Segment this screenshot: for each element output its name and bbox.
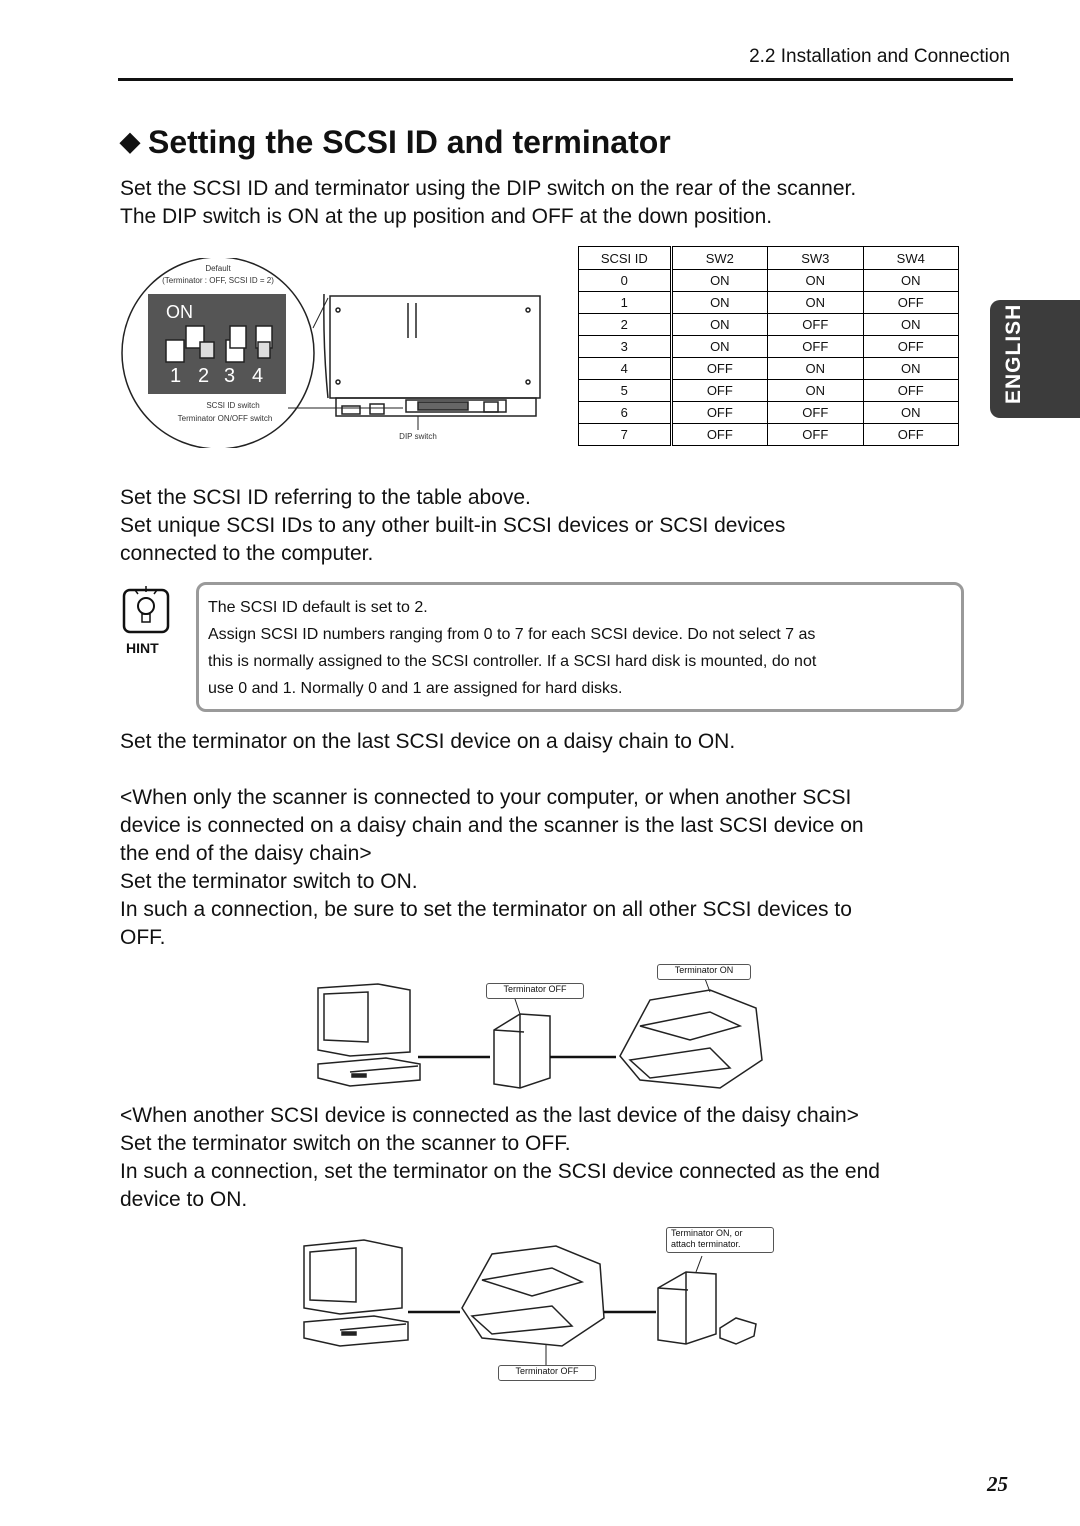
table-cell: OFF [671,424,767,446]
default-note: (Terminator : OFF, SCSI ID = 2) [162,276,274,285]
scanner-icon [462,1246,604,1346]
table-header: SW2 [671,247,767,270]
table-cell: OFF [671,380,767,402]
table-cell: OFF [863,424,959,446]
terminator-off-callout: Terminator OFF [486,983,584,999]
table-cell: ON [671,336,767,358]
table-cell: ON [863,270,959,292]
table-header: SCSI ID [579,247,672,270]
terminator-plug-icon [720,1318,756,1344]
dip-switch-figure [118,258,558,448]
paragraph-line: Set unique SCSI IDs to any other built-in SCSI devices or SCSI devices [120,514,786,537]
section-title-text: Setting the SCSI ID and terminator [148,124,671,160]
scsi-device-icon [494,1014,550,1088]
table-cell: 5 [579,380,672,402]
table-row [579,358,959,380]
table-header-row [579,247,959,270]
default-label: Default [205,264,231,273]
language-tab-label: ENGLISH [1002,303,1025,404]
switch-number: 2 [198,365,210,387]
header-rule [118,78,1013,81]
terminator-switch-label: Terminator ON/OFF switch [177,414,273,423]
table-cell: 2 [579,314,672,336]
table-cell: OFF [863,336,959,358]
table-cell: 7 [579,424,672,446]
intro-line: The DIP switch is ON at the up position and OFF at the down position. [120,205,773,228]
paragraph-line: Set the terminator switch on the scanner to OFF. [120,1132,571,1155]
table-cell: OFF [768,336,863,358]
scsi-device-icon [658,1272,716,1344]
callout-line: Terminator ON, or [671,1228,743,1238]
table-cell: OFF [768,402,863,424]
table-cell: ON [863,314,959,336]
scsi-id-switch-label: SCSI ID switch [206,401,260,410]
terminator-paragraph: Set the terminator on the last SCSI device on a daisy chain to ON. [120,730,736,753]
dip-switch-label: DIP switch [399,432,437,441]
table-cell: OFF [768,424,863,446]
paragraph-line: Set the SCSI ID referring to the table above. [120,486,531,509]
terminator-on-callout [666,1227,774,1253]
table-row [579,380,959,402]
hint-label: HINT [126,640,159,656]
section-a-paragraph [120,784,864,952]
scsi-id-table [578,246,959,446]
computer-icon [318,984,420,1086]
table-row [579,270,959,292]
table-cell: ON [768,380,863,402]
table-cell: ON [863,358,959,380]
paragraph-line: OFF. [120,926,166,949]
paragraph-line: Set the terminator switch to ON. [120,870,418,893]
scanner-icon [620,990,762,1088]
section-title [120,124,671,161]
table-cell: OFF [768,314,863,336]
paragraph-line: device is connected on a daisy chain and the scanner is the last SCSI device on [120,814,864,837]
scanner-rear [324,294,540,416]
table-cell: 3 [579,336,672,358]
hint-line: use 0 and 1. Normally 0 and 1 are assigned for hard disks. [208,680,623,697]
terminator-off-callout: Terminator OFF [498,1365,596,1381]
running-head: 2.2 Installation and Connection [749,46,1010,67]
table-cell: 6 [579,402,672,424]
hint-line: The SCSI ID default is set to 2. [208,599,428,616]
intro-paragraph [120,175,856,231]
on-label: ON [166,302,193,322]
lightbulb-icon [122,584,172,634]
table-row [579,314,959,336]
callout-line: attach terminator. [671,1239,741,1249]
scsi-id-paragraph [120,484,785,568]
table-row [579,336,959,358]
table-header: SW4 [863,247,959,270]
switch-number: 4 [252,365,264,387]
table-cell: ON [671,292,767,314]
page-number: 25 [987,1472,1008,1496]
table-cell: ON [768,270,863,292]
hint-line: this is normally assigned to the SCSI controller. If a SCSI hard disk is mounted, do not [208,653,817,670]
table-cell: 1 [579,292,672,314]
table-cell: OFF [863,380,959,402]
table-cell: OFF [671,358,767,380]
table-cell: ON [768,358,863,380]
table-cell: 0 [579,270,672,292]
diamond-bullet-icon: ◆ [120,126,140,156]
table-row [579,292,959,314]
switch-number: 1 [170,365,182,387]
table-cell: ON [671,314,767,336]
paragraph-line: <When only the scanner is connected to your computer, or when another SCSI [120,786,852,809]
section-b-paragraph [120,1102,880,1214]
paragraph-line: <When another SCSI device is connected as the last device of the daisy chain> [120,1104,859,1127]
computer-icon [304,1240,408,1346]
terminator-on-callout: Terminator ON [657,964,751,980]
table-cell: OFF [671,402,767,424]
table-cell: ON [863,402,959,424]
table-cell: OFF [863,292,959,314]
paragraph-line: device to ON. [120,1188,248,1211]
paragraph-line: the end of the daisy chain> [120,842,372,865]
table-header: SW3 [768,247,863,270]
table-cell: ON [768,292,863,314]
switch-number: 3 [224,365,236,387]
table-row [579,402,959,424]
table-cell: 4 [579,358,672,380]
table-cell: ON [671,270,767,292]
paragraph-line: connected to the computer. [120,542,374,565]
hint-text [208,594,948,702]
paragraph-line: In such a connection, set the terminator on the SCSI device connected as the end [120,1160,880,1183]
table-row [579,424,959,446]
hint-line: Assign SCSI ID numbers ranging from 0 to 7 for each SCSI device. Do not select 7 as [208,626,816,643]
intro-line: Set the SCSI ID and terminator using the DIP switch on the rear of the scanner. [120,177,857,200]
paragraph-line: In such a connection, be sure to set the terminator on all other SCSI devices to [120,898,852,921]
